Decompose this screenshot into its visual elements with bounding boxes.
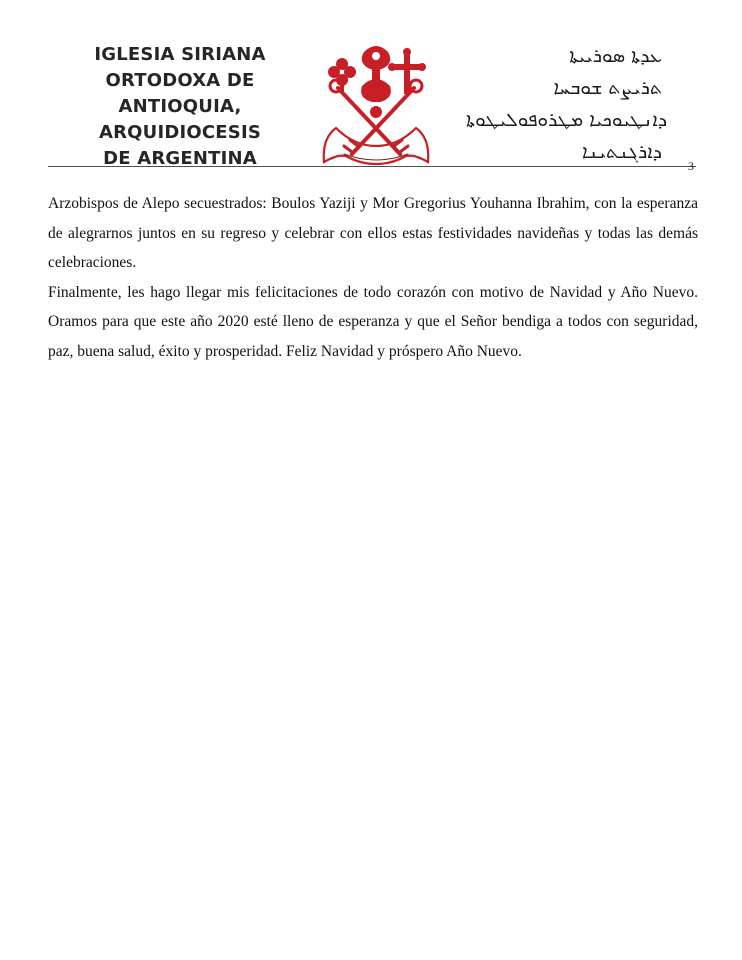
header-divider [48,166,696,167]
letter-body [48,189,698,366]
church-name-line: IGLESIA SIRIANA [94,44,266,65]
church-name-line: DE ARGENTINA [103,148,257,169]
body-paragraph: Arzobispos de Alepo secuestrados: Boulos Yaziji y Mor Gregorius Youhanna Ibrahim, con la esperanza de alegrarnos juntos en su regreso y celebrar con ellos estas festividades navideñas y todas las demás celebraciones. [48,195,698,271]
church-name-line: ANTIOQUIA, [118,96,242,117]
syriac-church-name [466,40,668,168]
syriac-line: ܕܐܪܓܢܬܝܢܐ [581,141,662,163]
syriac-line: ܥܕܬܐ ܣܘܪܝܝܬܐ [569,45,662,67]
syriac-line: ܬܪܝܨܬ ܫܘܒܚܐ [553,77,662,99]
page-number: 3 [688,159,694,173]
syriac-line: ܕܐܢܛܝܘܟܝܐ ܡܛܪܘܦܘܠܝܛܘܬܐ [466,109,668,131]
crossed-keys-crown-emblem-icon [314,42,438,170]
church-name-heading [80,42,280,172]
church-name-line: ARQUIDIOCESIS [98,122,262,143]
body-paragraph: Finalmente, les hago llegar mis felicitaciones de todo corazón con motivo de Navidad y Año Nuevo. Oramos para que este año 2020 esté lleno de esperanza y que el Señor bendiga a todos con seguridad, paz, buena salud, éxito y prosperidad. Feliz Navidad y próspero Año Nuevo. [48,283,698,360]
church-name-line: ORTODOXA DE [105,70,255,91]
